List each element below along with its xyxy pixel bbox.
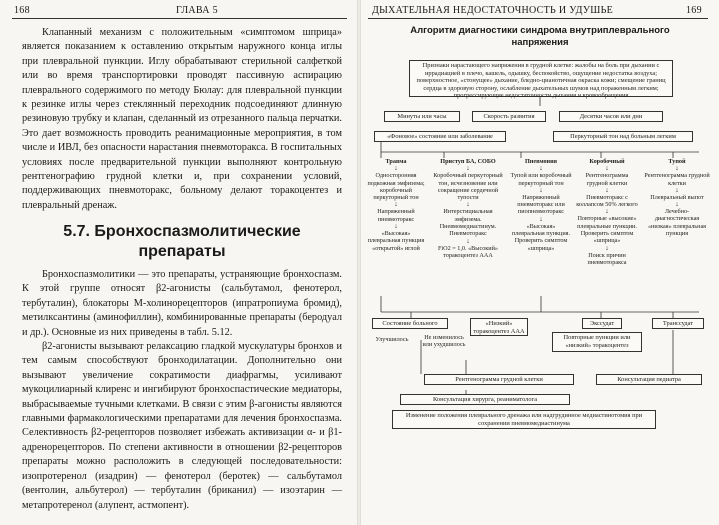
algorithm-title-line-2: напряжения xyxy=(511,37,569,48)
arrow-down-icon: ↓ xyxy=(539,164,543,173)
left-paragraph-2: Бронхоспазмолитики — это препараты, устраняющие бронхоспазм. К этой группе относят β2-агонисты (сальбутамол, фенотерол, тербуталин), блокаторы М-холинорецепторов (ипратропиума бромид), метилксантины (аминофиллин), комбинированные препараты (беродуал и др.). Основные из них приведены в табл. 5.12. xyxy=(22,269,342,338)
column-pneumonia-text2: Напряженный пневмоторакс или пиопневмоторакс xyxy=(517,193,565,216)
section-title-line-2: препараты xyxy=(138,243,226,260)
left-paragraph-2-block xyxy=(22,268,342,513)
right-page-number: 169 xyxy=(686,5,702,16)
column-pneumonia-text3: «Высокая» плевральная пункция. Проверить симптом «шприца» xyxy=(511,222,571,252)
column-asthma-title: Приступ БА, СОБО xyxy=(440,158,496,165)
column-trauma-text: Односторонняя подкожная эмфизема; коробочный перкуторный тон xyxy=(367,172,425,202)
column-pneumonia xyxy=(510,158,572,252)
transudate-box: Транссудат xyxy=(652,318,704,329)
section-title xyxy=(22,222,342,262)
arrow-down-icon: ↓ xyxy=(605,164,609,173)
column-trauma-text2: Напряженный пневмоторакс xyxy=(377,208,415,223)
percussion-tone-box: Перкуторный тон над больным легким xyxy=(553,131,693,142)
column-asthma-text2: Интерстициальная эмфизема. Пневмомедиастинум. Пневмоторакс xyxy=(439,208,497,238)
arrow-down-icon: ↓ xyxy=(605,207,609,216)
column-trauma-title: Травма xyxy=(385,158,407,165)
drainage-change-box: Изменение положения плеврального дренажа или надгрудинное медиастинотомия при сохранении пневмомедиастинума xyxy=(392,410,656,429)
column-pneumonia-text: Тупой или коробочный перкуторный тон xyxy=(510,172,572,187)
arrow-down-icon: ↓ xyxy=(394,200,398,209)
right-header-title: ДЫХАТЕЛЬНАЯ НЕДОСТАТОЧНОСТЬ И УДУШЬЕ xyxy=(372,5,614,16)
column-dull-text: Рентгенограмма грудной клетки xyxy=(644,172,710,187)
column-tympanic xyxy=(576,158,638,266)
left-paragraph-1-block xyxy=(22,26,342,213)
column-tympanic-text4: Поиск причин пневмоторакса xyxy=(587,251,627,266)
column-trauma-text3: «Высокая» плевральная пункция «открытой» иглой xyxy=(367,230,425,252)
improved-label: Улучшилось xyxy=(375,336,409,343)
background-condition-box: «Фоновое» состояние или заболевание xyxy=(374,131,506,142)
left-paragraph-1: Клапанный механизм с положительным «симптомом шприца» является показанием к оставлению открытым наружного конца иглы при плевральной пункции. Иглу обрабатывают стерильной салфеткой или во время транспортировки проводят пассивную аспирацию плеврального содержимого по методу Бюлау: для плевральной пункции к резинке иглы через стеклянный переходник подсоединяют длинную резиновую трубку и клапан, сделанный из отрезанного пальца перчатки. Это дает возможность проводить реанимационные мероприятия, в том числе и ИВЛ, без опасности нарастания пневмоторакса. В госпитальных условиях после предварительной пункции выполняют контрольную рентгенографию грудной клетки и, при сохранении условий, поддерживающих пневмоторакс, больному делают торакоцентез и плевральный дренаж. xyxy=(22,27,342,211)
column-pneumonia-title: Пневмония xyxy=(524,158,558,165)
arrow-down-icon: ↓ xyxy=(394,164,398,173)
column-trauma xyxy=(366,158,426,252)
arrow-down-icon: ↓ xyxy=(605,185,609,194)
arrow-down-icon: ↓ xyxy=(675,200,679,209)
arrow-down-icon: ↓ xyxy=(466,164,470,173)
column-dull-text3: Лечебно-диагностическая «низкая» плевральная пункция xyxy=(647,208,707,238)
arrow-down-icon: ↓ xyxy=(675,185,679,194)
left-chapter-label: ГЛАВА 5 xyxy=(176,5,218,16)
exudate-box: Экссудат xyxy=(582,318,622,329)
algorithm-title-line-1: Алгоритм диагностики синдрома внутриплеврального xyxy=(410,25,670,36)
left-page-number: 168 xyxy=(14,5,30,16)
column-asthma xyxy=(432,158,504,259)
patient-state-box: Состояние больного xyxy=(372,318,448,329)
column-tympanic-text: Рентгенограмма грудной клетки xyxy=(585,172,629,187)
left-paragraph-3: β2-агонисты вызывают релаксацию гладкой мускулатуры бронхов и тем самым способствуют бронходилатации. Дополнительно они вызывают увеличение сократимости диафрагмы, усиливают мукоцилиарный клиренс и ингибируют бронхоспастические медиаторы, выбрасываемые тучными клетками. В связи с этим β-агонисты являются главными фармакологическими препаратами для лечения бронхоспазма. Селективность β2-рецепторов позволяет избежать активизации α- и β1-адренорецепторов. По степени активности в отношении β2-рецепторов препараты можно расположить в следующей последовательности: изопротеренол (изадрин) — фенотерол (беротек) — сальбутамол (вентолин, альбутерол) — тербуталин (бриканил) — изоэтарин — метапротеренол (алупент, астмопент). xyxy=(22,341,342,511)
symptoms-box: Признаки нарастающего напряжения в грудной клетке: жалобы на боль при дыхании с иррадиацией в плечо, кашель, одышку, беспокойство, ощущение недостатка воздуха; поверхностное, «стонущее» дыхание, бледно-цианотичная окраска кожи; смещение границ сердца в здоровую сторону, ослабление дыхательных шумов над пораженным легким; прогрессирующие недостаточности дыхания и кровообращения xyxy=(409,60,673,97)
section-title-line-1: 5.7. Бронхоспазмолитические xyxy=(63,223,301,240)
pediatrician-box: Консультация педиатра xyxy=(596,374,702,385)
arrow-down-icon: ↓ xyxy=(539,214,543,223)
left-header-rule xyxy=(12,18,347,19)
not-changed-label: Не изменилось или ухудшилось xyxy=(422,334,466,349)
repeat-punctures-box: Повторные пункции или «низкий» торакоцентез xyxy=(552,332,642,352)
surgeon-consult-box: Консультация хирурга, реаниматолога xyxy=(400,394,570,405)
timing-minutes-box: Минуты или часы xyxy=(384,111,460,122)
column-asthma-text3: FiO2 = 1,0. «Высокий» торакоцентез ААА xyxy=(437,244,499,259)
timing-hours-box: Десятки часов или дни xyxy=(559,111,663,122)
arrow-down-icon: ↓ xyxy=(605,243,609,252)
xray-box: Рентгенограмма грудной клетки xyxy=(424,374,574,385)
arrow-down-icon: ↓ xyxy=(394,222,398,231)
column-dull-text2: Плевральный выпот xyxy=(650,193,704,201)
arrow-down-icon: ↓ xyxy=(675,164,679,173)
arrow-down-icon: ↓ xyxy=(539,185,543,194)
column-tympanic-title: Коробочный xyxy=(589,158,625,165)
column-tympanic-text2: Пневмоторакс с коллапсом 50% легкого xyxy=(576,193,638,209)
column-dull-title: Тупой xyxy=(668,158,686,165)
column-asthma-text: Коробочный перкуторный тон, исчезновение или сокращение сердечной тупости xyxy=(433,172,503,202)
arrow-down-icon: ↓ xyxy=(466,200,470,209)
low-thoracentesis-box: «Низкий» торакоцентез ААА xyxy=(470,318,528,336)
column-tympanic-text3: Повторные «высокие» плевральные пункции. Проверить симптом «шприца» xyxy=(577,215,637,245)
timing-speed-box: Скорость развития xyxy=(472,111,546,122)
arrow-down-icon: ↓ xyxy=(466,236,470,245)
column-dull xyxy=(644,158,710,237)
